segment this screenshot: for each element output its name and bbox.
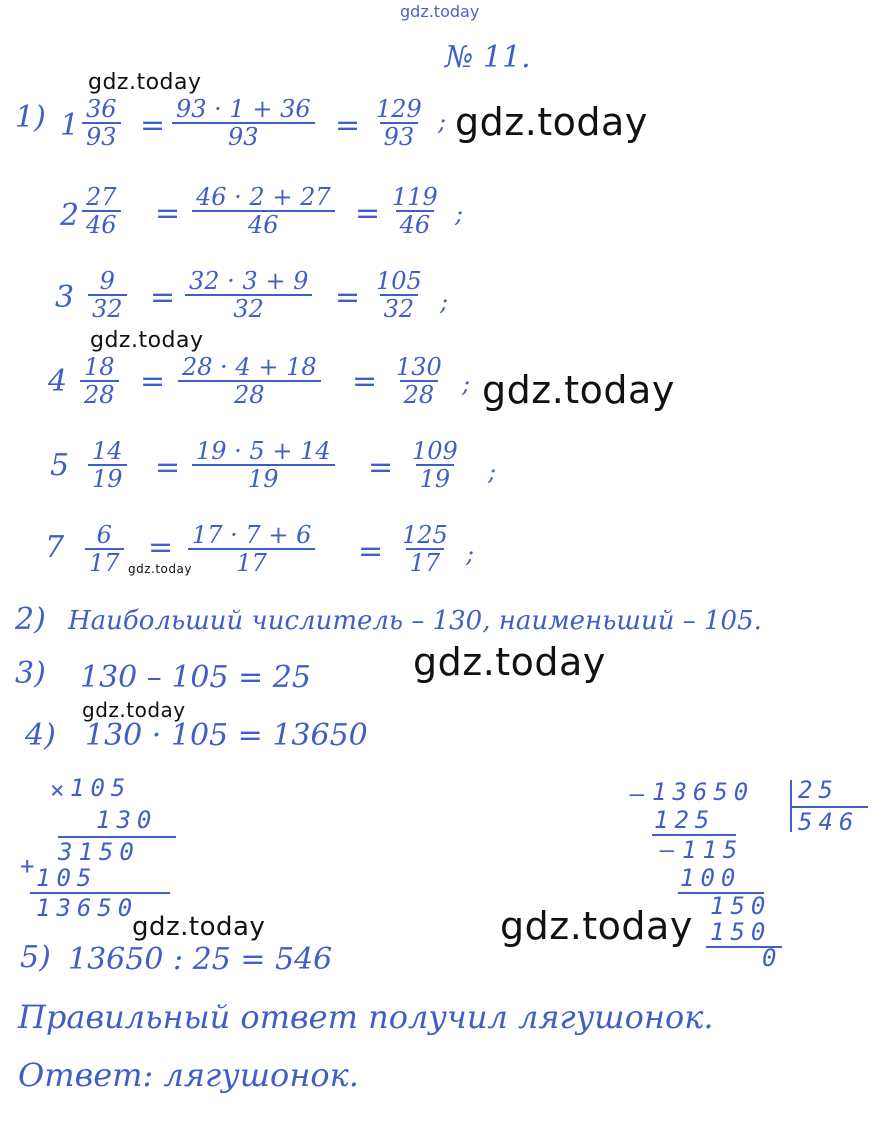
conclusion-text: Правильный ответ получил лягушонок.: [18, 998, 714, 1036]
part5-label: 5): [20, 940, 51, 975]
div-remainder: 0: [762, 944, 783, 972]
equals: =: [150, 280, 176, 315]
expr-fraction-2: $\frac{46 \cdot 2 + 27}{46}$: [192, 184, 335, 239]
answer-text: Ответ: лягушонок.: [18, 1056, 359, 1094]
result-fraction-2: $\frac{119}{46}$: [392, 183, 438, 240]
part5-text: 13650 : 25 = 546: [68, 942, 333, 977]
part3-text: 130 – 105 = 25: [80, 660, 311, 695]
mult-result: 13650: [36, 894, 139, 922]
div-minus: –: [630, 780, 651, 808]
whole-2: 2: [60, 198, 80, 233]
whole-5: 5: [50, 448, 70, 483]
div-rem-2: 150: [710, 892, 772, 920]
expr-fraction-4: $\frac{28 \cdot 4 + 18}{28}$: [178, 354, 321, 409]
separator: ;: [438, 108, 447, 136]
expr-fraction-3: $\frac{32 \cdot 3 + 9}{32}$: [185, 268, 312, 323]
watermark: gdz.today: [128, 562, 192, 576]
watermark: gdz.today: [482, 368, 675, 412]
equals: =: [335, 108, 361, 143]
equals: =: [352, 364, 378, 399]
div-dividend: 13650: [652, 778, 755, 806]
watermark: gdz.today: [90, 328, 204, 353]
separator: ;: [488, 458, 497, 486]
watermark: gdz.today: [455, 100, 648, 144]
result-fraction-5: $\frac{109}{19}$: [412, 437, 458, 494]
equals: =: [355, 196, 381, 231]
div-divisor: 25: [798, 776, 839, 804]
mult-partial-2: 105: [36, 864, 98, 892]
mixed-fraction-5: $\frac{14}{19}$: [88, 438, 127, 493]
equals: =: [368, 450, 394, 485]
mult-factor-a: 105: [70, 774, 132, 802]
equals: =: [358, 534, 384, 569]
mult-sign: ×: [50, 776, 71, 804]
div-sub-3: 150: [710, 918, 772, 946]
mixed-fraction-7: $\frac{6}{17}$: [85, 522, 124, 577]
watermark: gdz.today: [88, 70, 202, 95]
equals: =: [335, 280, 361, 315]
watermark: gdz.today: [82, 698, 186, 722]
part4-label: 4): [25, 718, 56, 753]
whole-7: 7: [45, 530, 65, 565]
task-number: № 11.: [445, 40, 531, 75]
part4-text: 130 · 105 = 13650: [85, 718, 368, 753]
result-fraction-4: $\frac{130}{28}$: [396, 353, 442, 410]
div-sub-1: 125: [654, 806, 716, 834]
mult-factor-b: 130: [96, 806, 158, 834]
watermark: gdz.today: [500, 904, 693, 948]
result-fraction-3: $\frac{105}{32}$: [376, 267, 422, 324]
expr-fraction-7: $\frac{17 \cdot 7 + 6}{17}$: [188, 522, 315, 577]
whole-1: 1: [60, 108, 80, 143]
equals: =: [148, 530, 174, 565]
equals: =: [140, 364, 166, 399]
expr-fraction-1: $\frac{93 \cdot 1 + 36}{93}$: [172, 96, 315, 151]
equals: =: [155, 450, 181, 485]
watermark: gdz.today: [413, 640, 606, 684]
div-minus: –: [660, 836, 681, 864]
div-sub-2: 100: [680, 864, 742, 892]
div-rem-1: 115: [682, 836, 744, 864]
separator: ;: [462, 370, 471, 398]
mixed-fraction-4: $\frac{18}{28}$: [80, 354, 119, 409]
part1-label: 1): [15, 100, 46, 135]
whole-3: 3: [55, 280, 75, 315]
watermark: gdz.today: [132, 912, 266, 942]
mult-plus-sign: +: [20, 852, 41, 880]
equals: =: [155, 196, 181, 231]
whole-4: 4: [48, 364, 68, 399]
watermark-top: gdz.today: [400, 2, 480, 21]
mixed-fraction-2: $\frac{27}{46}$: [82, 184, 121, 239]
mixed-fraction-1: $\frac{36}{93}$: [82, 96, 121, 151]
separator: ;: [455, 200, 464, 228]
result-fraction-7: $\frac{125}{17}$: [402, 521, 448, 578]
div-quotient: 546: [798, 808, 860, 836]
result-fraction-1: $\frac{129}{93}$: [376, 95, 422, 152]
part2-label: 2): [15, 602, 46, 637]
part3-label: 3): [15, 656, 46, 691]
separator: ;: [440, 288, 449, 316]
separator: ;: [466, 540, 475, 568]
equals: =: [140, 108, 166, 143]
mixed-fraction-3: $\frac{9}{32}$: [88, 268, 127, 323]
mult-partial-1: 3150: [58, 838, 140, 866]
part2-text: Наибольший числитель – 130, наименьший – 105.: [68, 606, 762, 636]
expr-fraction-5: $\frac{19 \cdot 5 + 14}{19}$: [192, 438, 335, 493]
